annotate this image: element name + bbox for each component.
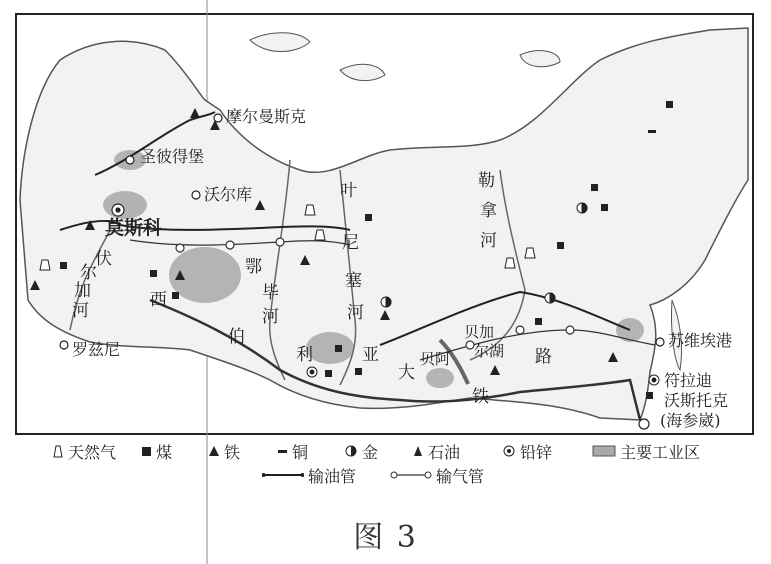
pipeline-node bbox=[226, 241, 234, 249]
natural-gas-icon bbox=[52, 444, 64, 458]
figure-caption: 图 3 bbox=[353, 520, 418, 555]
coal-symbol bbox=[591, 184, 598, 191]
pipeline-node bbox=[566, 326, 574, 334]
city-marker-grozny bbox=[60, 341, 68, 349]
city-marker-vladivostok bbox=[639, 419, 649, 429]
legend-item-oil-pipeline bbox=[262, 464, 356, 486]
coal-symbol bbox=[557, 242, 564, 249]
legend-row-resources bbox=[52, 440, 752, 462]
ob-label-char: 鄂 bbox=[245, 257, 262, 277]
natural-gas-symbol bbox=[505, 258, 515, 268]
lena-label-char: 勒 bbox=[478, 171, 495, 191]
legend-item-natural-gas bbox=[52, 440, 116, 462]
pipeline-node bbox=[516, 326, 524, 334]
legend-item-coal bbox=[140, 440, 172, 462]
railway-label-char: 路 bbox=[535, 347, 552, 367]
lead-zinc-icon bbox=[502, 444, 516, 458]
yenisei-label-char: 河 bbox=[347, 303, 364, 323]
ob-label-char: 河 bbox=[262, 307, 279, 327]
oil-pipeline-icon bbox=[262, 468, 304, 482]
legend-label: 金 bbox=[362, 442, 379, 462]
volga-label-char: 伏 bbox=[95, 249, 112, 269]
oil-icon bbox=[412, 444, 424, 458]
baikal-label: 贝加 bbox=[464, 323, 495, 341]
legend-item-oil bbox=[412, 440, 460, 462]
railway-label-char: 西 bbox=[150, 290, 167, 310]
pipeline-node bbox=[176, 244, 184, 252]
city-marker-murmansk bbox=[214, 114, 222, 122]
coal-symbol bbox=[355, 368, 362, 375]
coal-symbol bbox=[365, 214, 372, 221]
legend-item-gas-pipeline bbox=[390, 464, 484, 486]
coal-icon bbox=[140, 444, 152, 458]
arctic-island-2 bbox=[340, 64, 385, 80]
yenisei-label-char: 塞 bbox=[345, 271, 362, 291]
legend-label: 天然气 bbox=[68, 442, 117, 462]
iron-icon bbox=[208, 444, 220, 458]
natural-gas-symbol bbox=[315, 230, 325, 240]
coal-symbol bbox=[666, 101, 673, 108]
ob-label-char: 毕 bbox=[262, 283, 279, 303]
industrial-zone bbox=[306, 332, 354, 364]
natural-gas-symbol bbox=[525, 248, 535, 258]
natural-gas-symbol bbox=[40, 260, 50, 270]
city-label-grozny: 罗兹尼 bbox=[72, 340, 121, 359]
coal-symbol bbox=[60, 262, 67, 269]
coal-symbol bbox=[150, 270, 157, 277]
legend-item-iron bbox=[208, 440, 240, 462]
legend-row-pipelines bbox=[262, 464, 562, 486]
copper-icon bbox=[276, 444, 288, 458]
lena-label-char: 河 bbox=[480, 231, 497, 251]
map-legend bbox=[52, 440, 752, 488]
city-marker-sovetskaya-gavan bbox=[656, 338, 664, 346]
legend-label: 铁 bbox=[224, 442, 241, 462]
city-label-vladivostok-3: (海参崴) bbox=[660, 411, 721, 430]
legend-item-industrial-zone bbox=[592, 440, 700, 462]
yenisei-label-char: 尼 bbox=[342, 233, 359, 253]
railway-label-char: 铁 bbox=[472, 387, 489, 407]
industrial-zone bbox=[426, 368, 454, 388]
coal-symbol bbox=[601, 204, 608, 211]
arctic-island-1 bbox=[250, 33, 310, 52]
city-label-murmansk: 摩尔曼斯克 bbox=[226, 107, 307, 126]
copper-symbol bbox=[648, 130, 656, 133]
volga-label-char: 加 bbox=[74, 281, 91, 301]
railway-label-char: 伯 bbox=[228, 327, 245, 347]
legend-label: 主要工业区 bbox=[620, 442, 701, 462]
railway-label-char: 利 bbox=[296, 345, 313, 365]
city-label-vladivostok-1: 符拉迪 bbox=[664, 371, 713, 390]
coal-symbol bbox=[535, 318, 542, 325]
yenisei-label-char: 叶 bbox=[340, 181, 357, 201]
coal-symbol bbox=[335, 345, 342, 352]
legend-item-lead-zinc bbox=[502, 440, 552, 462]
pipeline-node bbox=[276, 238, 284, 246]
volga-label-char: 河 bbox=[72, 301, 89, 321]
legend-label: 输油管 bbox=[308, 466, 357, 486]
baikal-amur-label: 贝阿 bbox=[420, 350, 451, 368]
city-marker-vorkuta bbox=[192, 191, 200, 199]
gas-pipeline-icon bbox=[390, 468, 432, 482]
lead-zinc-symbol-dot bbox=[310, 370, 314, 374]
coal-symbol bbox=[172, 292, 179, 299]
arctic-island-3 bbox=[520, 51, 560, 67]
railway-label-char: 大 bbox=[398, 363, 415, 383]
natural-gas-symbol bbox=[305, 205, 315, 215]
legend-label: 石油 bbox=[428, 442, 461, 462]
lena-label-char: 拿 bbox=[480, 201, 497, 221]
volga-label-char: 尔 bbox=[80, 263, 97, 283]
legend-label: 输气管 bbox=[436, 466, 485, 486]
gold-icon bbox=[344, 444, 358, 458]
city-label-vladivostok-2: 沃斯托克 bbox=[664, 391, 729, 410]
coal-symbol bbox=[325, 370, 332, 377]
coal-symbol bbox=[646, 392, 653, 399]
legend-label: 煤 bbox=[156, 442, 173, 462]
pipeline-node bbox=[466, 341, 474, 349]
city-label-sovetskaya-gavan: 苏维埃港 bbox=[668, 331, 733, 350]
legend-label: 铅锌 bbox=[520, 442, 553, 462]
industrial-zone bbox=[103, 191, 147, 219]
legend-item-copper bbox=[276, 440, 308, 462]
city-label-vorkuta: 沃尔库 bbox=[204, 185, 253, 204]
legend-item-gold bbox=[344, 440, 378, 462]
copper-symbols bbox=[648, 130, 656, 133]
baikal-label: 尔湖 bbox=[474, 342, 505, 360]
industrial-zone-icon bbox=[592, 444, 616, 458]
city-label-moscow: 莫斯科 bbox=[105, 217, 163, 239]
railway-label-char: 亚 bbox=[362, 345, 379, 365]
legend-label: 铜 bbox=[292, 442, 309, 462]
lead-zinc-symbol-dot bbox=[652, 378, 656, 382]
city-marker-moscow-dot bbox=[116, 208, 120, 212]
city-marker-st-petersburg bbox=[126, 156, 134, 164]
city-label-st-petersburg: 圣彼得堡 bbox=[140, 147, 205, 166]
